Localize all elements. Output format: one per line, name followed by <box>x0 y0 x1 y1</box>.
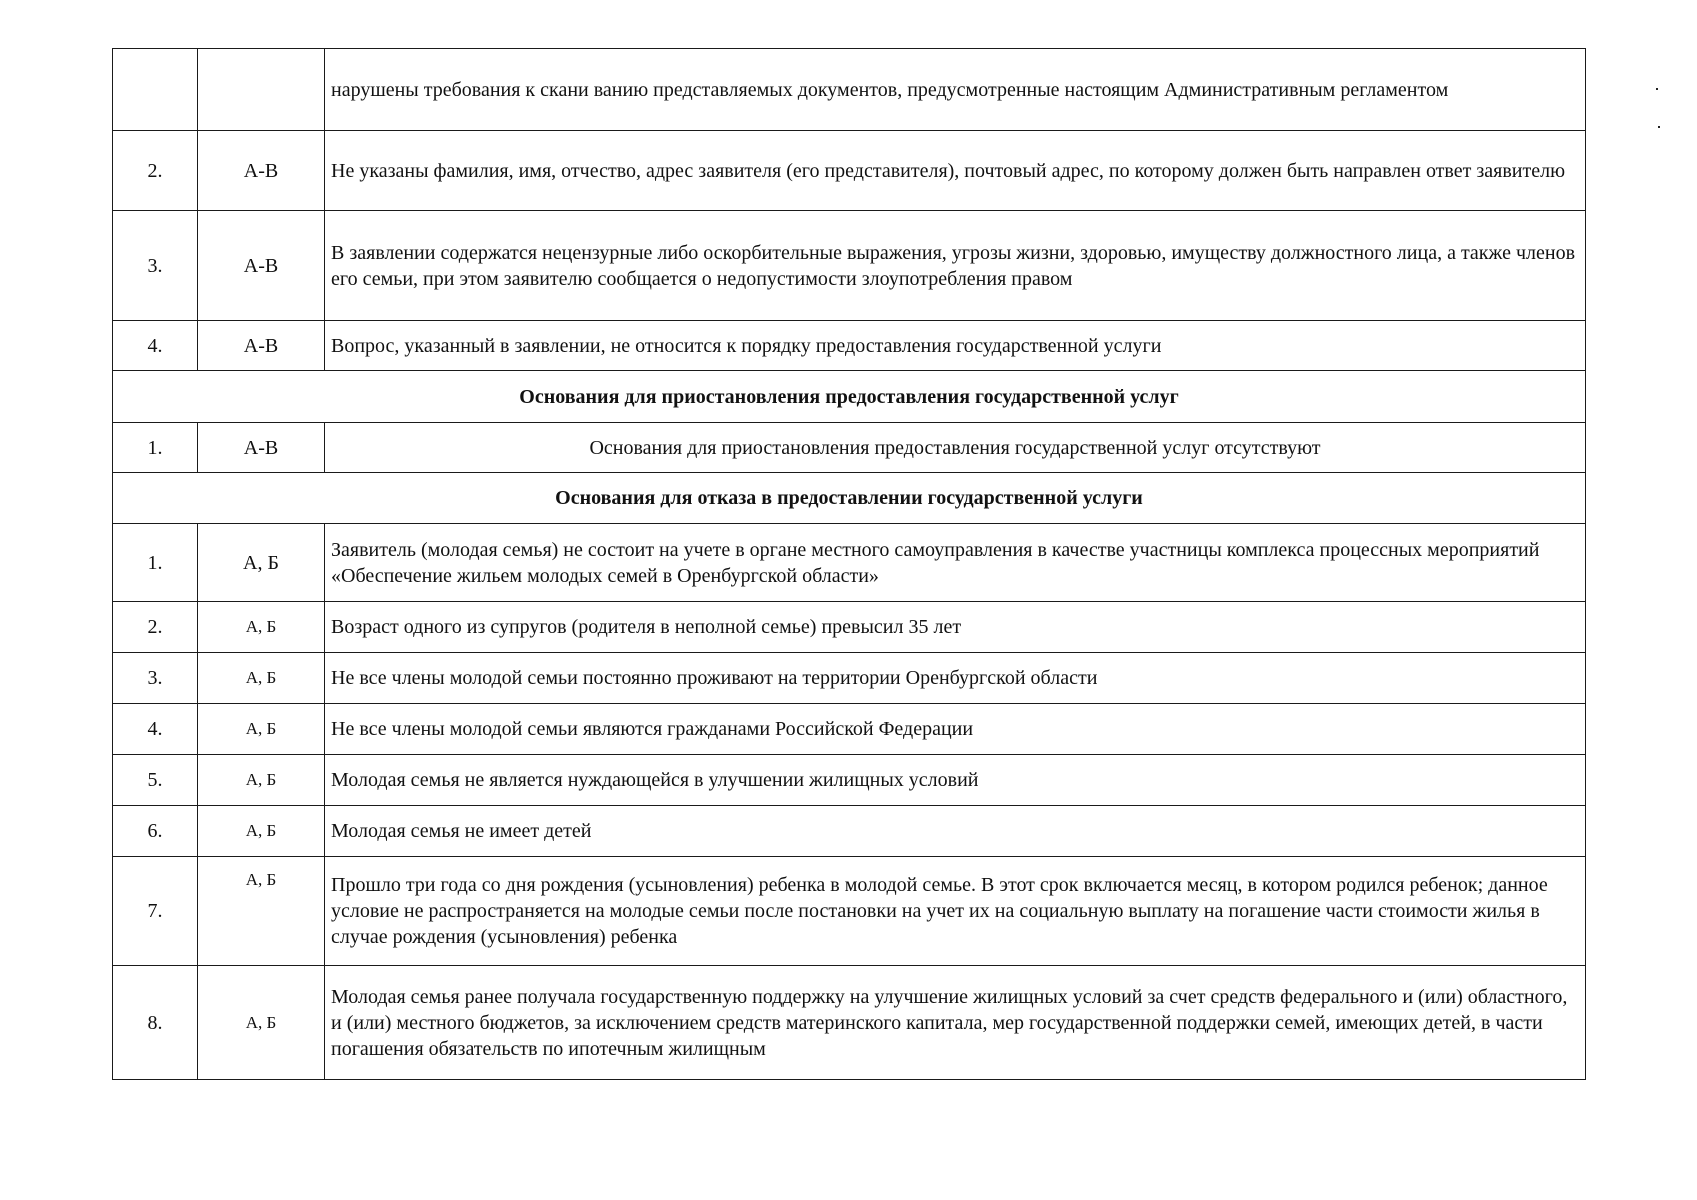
table-row <box>113 704 1586 755</box>
text-cell: нарушены требования к скани ванию представляемых документов, предусмотренные настоящим Административным регламентом <box>325 49 1586 131</box>
code-cell: А-В <box>198 423 325 473</box>
table-row <box>113 211 1586 321</box>
num-cell: 1. <box>113 524 198 602</box>
num-cell <box>113 49 198 131</box>
text-cell: Заявитель (молодая семья) не состоит на учете в органе местного самоуправления в качестве участницы комплекса процессных мероприятий «Обеспечение жильем молодых семей в Оренбургской области» <box>325 524 1586 602</box>
num-cell: 2. <box>113 131 198 211</box>
code-cell: А, Б <box>198 966 325 1080</box>
scan-speck <box>1656 88 1658 90</box>
grounds-table <box>112 48 1586 1080</box>
text-cell: Молодая семья не имеет детей <box>325 806 1586 857</box>
code-cell: А, Б <box>198 704 325 755</box>
code-cell: А-В <box>198 211 325 321</box>
text-cell: Не указаны фамилия, имя, отчество, адрес заявителя (его представителя), почтовый адрес, по которому должен быть направлен ответ заявителю <box>325 131 1586 211</box>
section-title-refusal: Основания для отказа в предоставлении государственной услуги <box>113 473 1586 524</box>
table-row <box>113 857 1586 966</box>
num-cell: 4. <box>113 321 198 371</box>
num-cell: 5. <box>113 755 198 806</box>
table-row <box>113 602 1586 653</box>
text-cell: Возраст одного из супругов (родителя в неполной семье) превысил 35 лет <box>325 602 1586 653</box>
table-row <box>113 321 1586 371</box>
num-cell: 8. <box>113 966 198 1080</box>
num-cell: 4. <box>113 704 198 755</box>
num-cell: 3. <box>113 653 198 704</box>
code-cell: А-В <box>198 321 325 371</box>
num-cell: 7. <box>113 857 198 966</box>
code-cell: А, Б <box>198 602 325 653</box>
table-row <box>113 755 1586 806</box>
text-cell: В заявлении содержатся нецензурные либо оскорбительные выражения, угрозы жизни, здоровью, имуществу должностного лица, а также членов его семьи, при этом заявителю сообщается о недопустимости злоупотребления правом <box>325 211 1586 321</box>
text-cell: Вопрос, указанный в заявлении, не относится к порядку предоставления государственной услуги <box>325 321 1586 371</box>
num-cell: 3. <box>113 211 198 321</box>
text-cell: Прошло три года со дня рождения (усыновления) ребенка в молодой семье. В этот срок включается месяц, в котором родился ребенок; данное условие не распространяется на молодые семьи после постановки на учет их на социальную выплату на погашение части стоимости жилья в случае рождения (усыновления) ребенка <box>325 857 1586 966</box>
code-cell: А, Б <box>198 806 325 857</box>
table-row <box>113 423 1586 473</box>
num-cell: 2. <box>113 602 198 653</box>
text-cell: Основания для приостановления предоставления государственной услуг отсутствуют <box>325 423 1586 473</box>
text-cell: Не все члены молодой семьи являются гражданами Российской Федерации <box>325 704 1586 755</box>
scan-speck <box>1658 126 1660 128</box>
table-row <box>113 524 1586 602</box>
num-cell: 6. <box>113 806 198 857</box>
table-row <box>113 49 1586 131</box>
table-row <box>113 966 1586 1080</box>
text-cell: Не все члены молодой семьи постоянно проживают на территории Оренбургской области <box>325 653 1586 704</box>
text-cell: Молодая семья не является нуждающейся в улучшении жилищных условий <box>325 755 1586 806</box>
section-title-suspension: Основания для приостановления предоставления государственной услуг <box>113 371 1586 423</box>
code-cell: А, Б <box>198 857 325 966</box>
table-row <box>113 653 1586 704</box>
table-row <box>113 131 1586 211</box>
code-cell: А, Б <box>198 755 325 806</box>
text-cell: Молодая семья ранее получала государственную поддержку на улучшение жилищных условий за счет средств федерального и (или) областного, и (или) местного бюджетов, за исключением средств материнского капитала, мер государственной поддержки семей, имеющих детей, в части погашения обязательств по ипотечным жилищным <box>325 966 1586 1080</box>
num-cell: 1. <box>113 423 198 473</box>
code-cell: А-В <box>198 131 325 211</box>
section-header-row <box>113 371 1586 423</box>
section-header-row <box>113 473 1586 524</box>
code-cell: А, Б <box>198 524 325 602</box>
code-cell <box>198 49 325 131</box>
code-cell: А, Б <box>198 653 325 704</box>
table-row <box>113 806 1586 857</box>
